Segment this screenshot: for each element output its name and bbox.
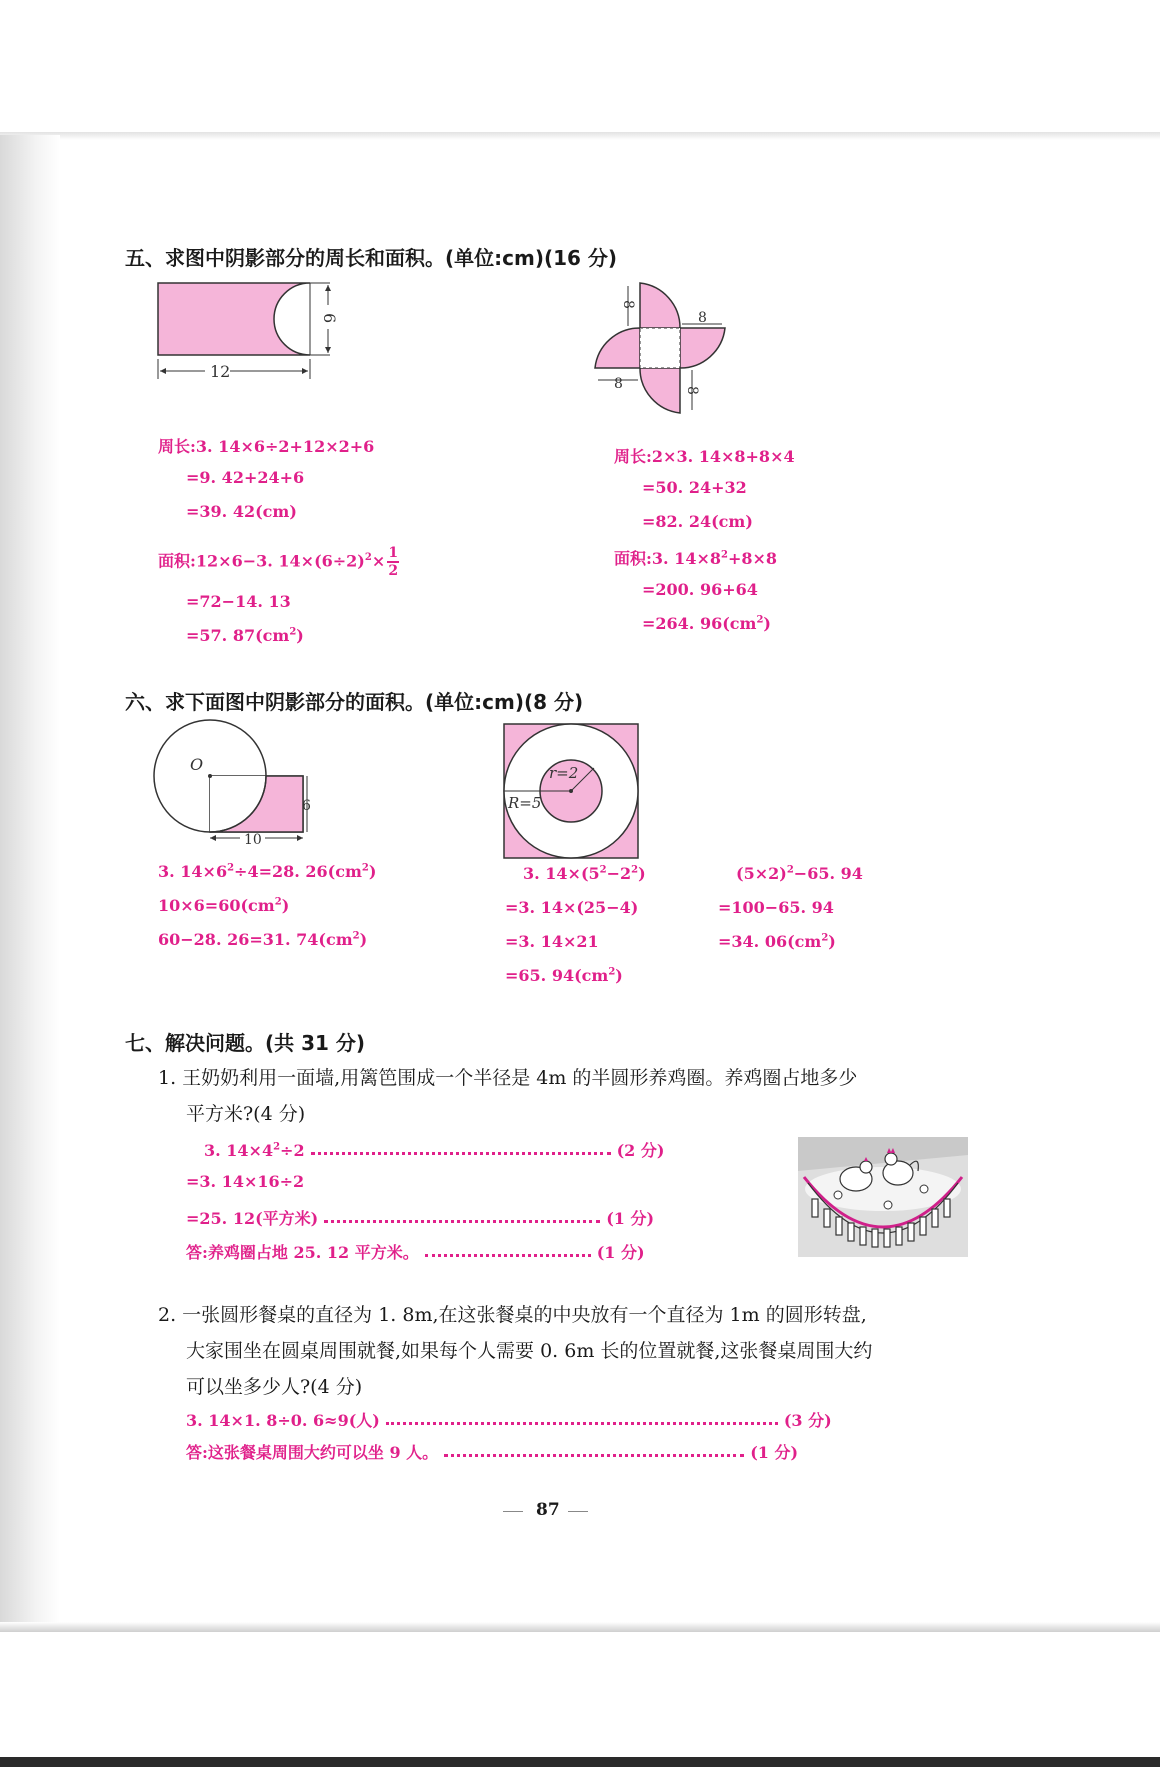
q1-line2: 平方米?(4 分) [186,1103,306,1125]
s6-col3-line1: $(5\times 2)^2-65$. 94 [736,864,863,883]
q1-answer-2: =3. 14×16÷2 [186,1172,305,1191]
s5-right-perimeter-2: =50. 24+32 [642,478,747,497]
section5-figure-pinwheel [590,278,740,423]
s6-col2-line4: =65. $94(cm^2)$ [505,966,623,985]
fig4-inner-radius-label: r=2 [549,764,579,782]
section7-heading: 七、解决问题。(共 31 分) [125,1031,366,1055]
q2-answer-1: 3. 14×1. 8÷0. 6≈9(人) (3 分) [186,1411,832,1430]
q1-answer-4: 答:养鸡圈占地 25. 12 平方米。 (1 分) [186,1243,645,1262]
q2-line2: 大家围坐在圆桌周围就餐,如果每个人需要 0. 6m 长的位置就餐,这张餐桌周围大约 [186,1340,873,1362]
page-bottom-edge [0,1622,1160,1632]
fig2-label-left: 8 [614,376,623,392]
fig1-height-label: 6 [320,313,339,324]
q1-line1: 1. 王奶奶利用一面墙,用篱笆围成一个半径是 4m 的半圆形养鸡圈。养鸡圈占地多少 [158,1067,858,1089]
fig2-label-bottom: 8 [684,386,700,395]
s6-col2-line3: =3. 14×21 [505,932,599,951]
s5-right-area-2: =200. 96+64 [642,580,758,599]
section6-figure-square-ring [502,722,642,862]
page-number: 87 [536,1500,560,1520]
s6-col1-line2: $10\times 6=60(cm^2)$ [158,896,290,915]
s5-right-perimeter-1: 周长:2×3. 14×8+8×4 [614,447,795,466]
fig3-height-label: 6 [302,798,311,814]
q2-line3: 可以坐多少人?(4 分) [186,1376,363,1398]
s5-left-perimeter-1: 周长:3. 14×6÷2+12×2+6 [158,437,375,456]
fig3-center-label: O [190,755,204,774]
fig2-label-top: 8 [620,300,636,309]
fig2-label-right: 8 [698,310,707,326]
s5-right-area-3: =264. $96(cm^2)$ [642,614,771,633]
section6-figure-circle-rectangle [150,720,325,850]
s5-left-area-3: =57. $87(cm^2)$ [186,626,304,645]
q1-answer-1: 3. $14\times 4^2\div 2$ (2 分) [204,1141,665,1160]
page-number-right-rule [568,1511,588,1512]
page-number-left-rule [503,1511,523,1512]
s6-col1-line1: 3. $14\times 6^2\div 4=28$. $26(cm^2)$ [158,862,377,881]
s5-left-perimeter-3: =39. 42(cm) [186,502,297,521]
s6-col3-line3: =34. $06(cm^2)$ [718,932,836,951]
chicken-pen-illustration [798,1137,968,1257]
fig1-length-label: 12 [210,362,231,381]
page-shadow [0,135,60,1625]
fig4-outer-radius-label: R=5 [508,794,542,812]
s6-col1-line3: 60−28. 26=31. $74(cm^2)$ [158,930,368,949]
bottom-bar [0,1757,1160,1767]
s5-right-area-1: 面积:3. $14\times 8^2+8\times 8$ [614,549,778,568]
section5-figure-rectangle [150,275,350,385]
section5-heading: 五、求图中阴影部分的周长和面积。(单位:cm)(16 分) [125,246,618,270]
s5-left-area-1: 面积:12×6−3. $14\times(6\div 2)^2\times$ $\frac{1}{2}$ [158,545,399,579]
q1-answer-3: =25. 12(平方米) (1 分) [186,1209,655,1228]
page-top-edge [0,132,1160,140]
s5-left-area-2: =72−14. 13 [186,592,291,611]
s5-left-perimeter-2: =9. 42+24+6 [186,468,305,487]
s6-col2-line1: 3. $14\times(5^2-2^2)$ [523,864,646,883]
s6-col2-line2: =3. 14×(25−4) [505,898,639,917]
q2-answer-2: 答:这张餐桌周围大约可以坐 9 人。 (1 分) [186,1443,799,1462]
q2-line1: 2. 一张圆形餐桌的直径为 1. 8m,在这张餐桌的中央放有一个直径为 1m 的圆形转盘, [158,1304,867,1326]
s6-col3-line2: =100−65. 94 [718,898,834,917]
s5-right-perimeter-3: =82. 24(cm) [642,512,753,531]
fig3-width-label: 10 [244,832,262,848]
section6-heading: 六、求下面图中阴影部分的面积。(单位:cm)(8 分) [125,690,584,714]
